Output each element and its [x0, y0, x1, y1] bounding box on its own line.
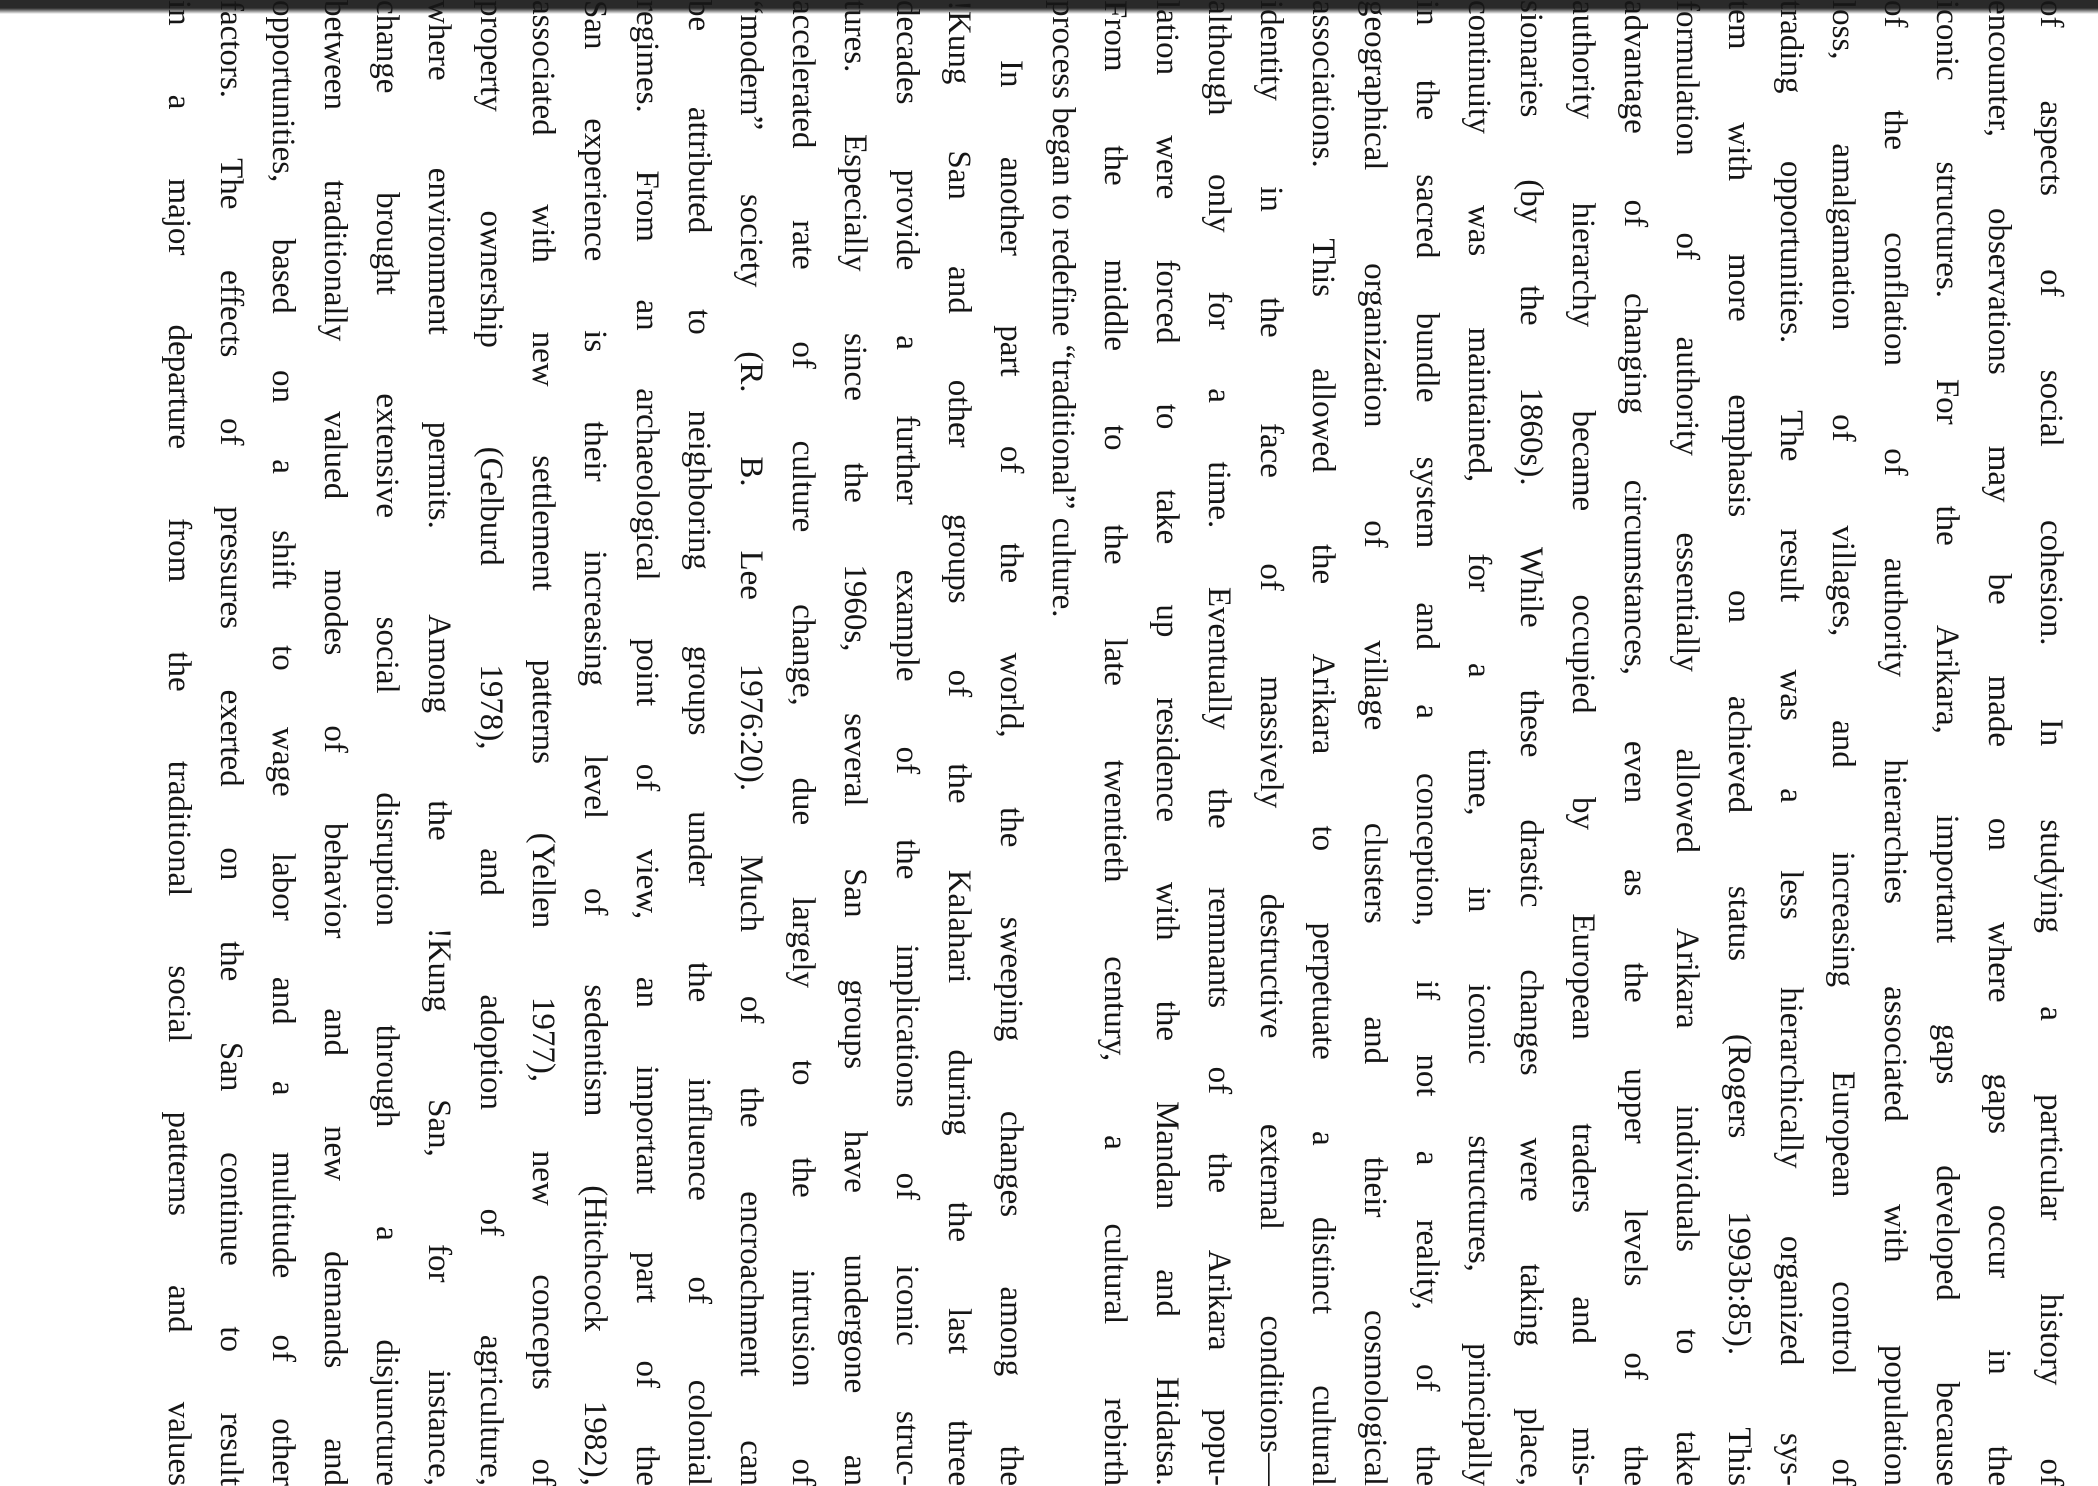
text-line: tures. Especially since the 1960s, several San groups have undergone an	[837, 0, 873, 1486]
text-line: iconic structures. For the Arikara, important gaps developed because	[1929, 0, 1965, 1486]
text-line: factors. The effects of pressures exerted on the San continue to result	[213, 0, 249, 1486]
text-line: “modern” society (R. B. Lee 1976:20). Much of the encroachment can	[733, 0, 769, 1486]
text-line: accelerated rate of culture change, due largely to the intrusion of	[785, 0, 821, 1486]
text-line: trading opportunities. The result was a less hierarchically organized sys-	[1773, 0, 1809, 1486]
text-line: loss, amalgamation of villages, and increasing European control of	[1825, 0, 1861, 1486]
text-line: formulation of authority essentially allowed Arikara individuals to take	[1669, 0, 1705, 1486]
text-line: associated with new settlement patterns (Yellen 1977), new concepts of	[525, 0, 561, 1486]
text-line: identity in the face of massively destructive external conditions—	[1253, 0, 1289, 1486]
text-line: change brought extensive social disruption through a disjuncture	[369, 0, 405, 1486]
text-line: sionaries (by the 1860s). While these drastic changes were taking place,	[1513, 0, 1549, 1486]
text-line: be attributed to neighboring groups under the influence of colonial	[681, 0, 717, 1486]
text-line: encounter, observations may be made on where gaps occur in the	[1981, 0, 2017, 1486]
text-line: in a major departure from the traditional social patterns and values	[161, 0, 197, 1486]
text-line: !Kung San and other groups of the Kalahari during the last three	[941, 0, 977, 1486]
text-line: in the sacred bundle system and a conception, if not a reality, of the	[1409, 0, 1445, 1486]
text-line: decades provide a further example of the implications of iconic struc-	[889, 0, 925, 1486]
text-line: property ownership (Gelburd 1978), and adoption of agriculture,	[473, 0, 509, 1486]
text-line: From the middle to the late twentieth century, a cultural rebirth	[1097, 0, 1133, 1486]
text-line: between traditionally valued modes of behavior and new demands and	[317, 0, 353, 1486]
text-line: tem with more emphasis on achieved status (Rogers 1993b:85). This	[1721, 0, 1757, 1486]
text-line: lation were forced to take up residence with the Mandan and Hidatsa.	[1149, 0, 1185, 1486]
text-line: although only for a time. Eventually the remnants of the Arikara popu-	[1201, 0, 1237, 1486]
text-line: process began to redefine “traditional” culture.	[1045, 0, 1081, 618]
text-line: advantage of changing circumstances, even as the upper levels of the	[1617, 0, 1653, 1486]
text-line: of the conflation of authority hierarchies associated with population	[1877, 0, 1913, 1486]
text-line: regimes. From an archaeological point of view, an important part of the	[629, 0, 665, 1486]
text-line: authority hierarchy became occupied by European traders and mis-	[1565, 0, 1601, 1486]
text-line: of aspects of social cohesion. In studying a particular history of	[2033, 0, 2069, 1486]
text-line: associations. This allowed the Arikara to perpetuate a distinct cultural	[1305, 0, 1341, 1486]
text-line: continuity was maintained, for a time, in iconic structures, principally	[1461, 0, 1497, 1486]
paragraph-start-line: In another part of the world, the sweeping changes among the	[993, 60, 1029, 1486]
text-line: San experience is their increasing level of sedentism (Hitchcock 1982),	[577, 0, 613, 1486]
text-line: opportunities, based on a shift to wage labor and a multitude of other	[265, 0, 301, 1486]
text-line: geographical organization of village clusters and their cosmological	[1357, 0, 1393, 1486]
text-line: where environment permits. Among the !Kung San, for instance,	[421, 0, 457, 1486]
